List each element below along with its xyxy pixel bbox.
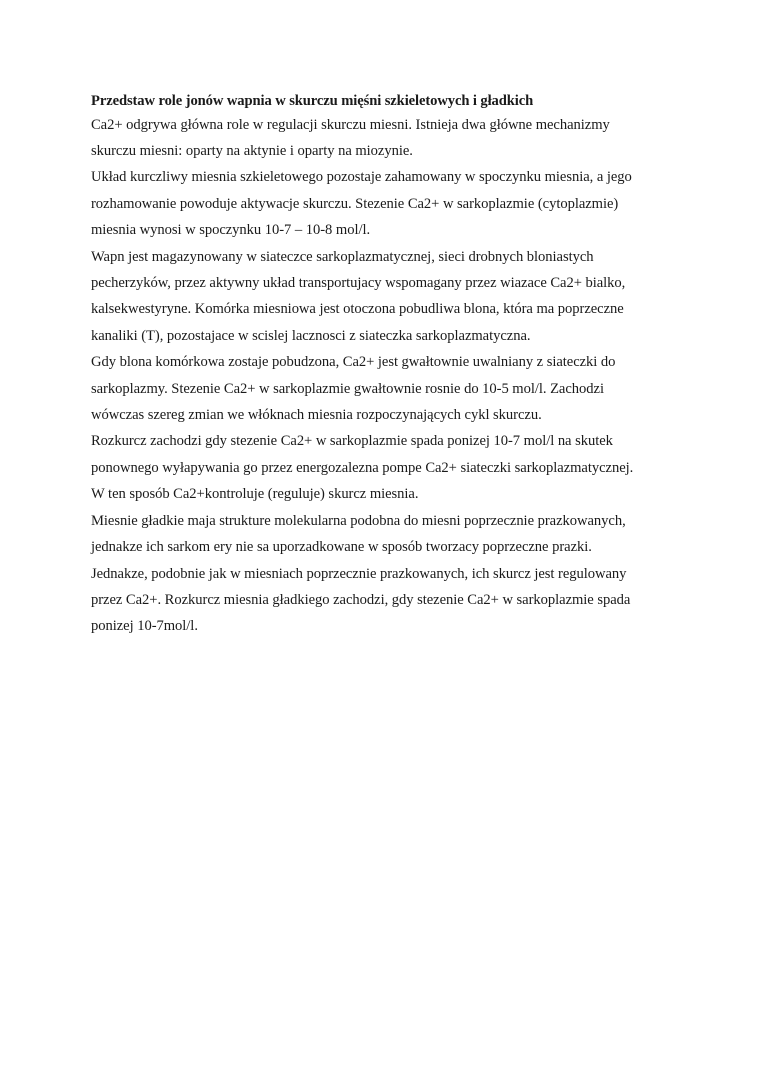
text-line: ponizej 10-7mol/l.: [91, 618, 198, 635]
text-line: Jednakze, podobnie jak w miesniach poprzecznie prazkowanych, ich skurcz jest regulowany: [91, 565, 627, 582]
text-line: Miesnie gładkie maja strukture molekularna podobna do miesni poprzecznie prazkowanych,: [91, 512, 626, 529]
text-line: jednakze ich sarkom ery nie sa uporzadkowane w sposób tworzacy poprzeczne prazki.: [91, 539, 592, 556]
text-line: kanaliki (T), pozostajace w scislej lacznosci z siateczka sarkoplazmatyczna.: [91, 327, 531, 344]
text-line: pecherzyków, przez aktywny układ transportujacy wspomagany przez wiazace Ca2+ bialko,: [91, 275, 626, 292]
text-line: sarkoplazmy. Stezenie Ca2+ w sarkoplazmie gwałtownie rosnie do 10-5 mol/l. Zachodzi: [91, 380, 604, 397]
text-line: Ca2+ odgrywa główna role w regulacji skurczu miesni. Istnieja dwa główne mechanizmy: [91, 117, 610, 133]
text-line: wówczas szereg zmian we włóknach miesnia rozpoczynających cykl skurczu.: [91, 407, 542, 424]
text-line: Gdy blona komórkowa zostaje pobudzona, Ca2+ jest gwałtownie uwalniany z siateczki do: [91, 354, 616, 371]
text-line: Rozkurcz zachodzi gdy stezenie Ca2+ w sarkoplazmie spada ponizej 10-7 mol/l na skutek: [91, 433, 613, 450]
document-page: [91, 91, 691, 640]
text-line: kalsekwestyryne. Komórka miesniowa jest otoczona pobudliwa blona, która ma poprzeczne: [91, 301, 624, 318]
document-title: Przedstaw role jonów wapnia w skurczu mięśni szkieletowych i gładkich: [91, 93, 534, 109]
text-line: Układ kurczliwy miesnia szkieletowego pozostaje zahamowany w spoczynku miesnia, a jego: [91, 169, 632, 186]
text-line: rozhamowanie powoduje aktywacje skurczu. Stezenie Ca2+ w sarkoplazmie (cytoplazmie): [91, 195, 619, 212]
document-body: [91, 112, 691, 640]
text-line: miesnia wynosi w spoczynku 10-7 – 10-8 mol/l.: [91, 222, 371, 239]
text-line: skurczu miesni: oparty na aktynie i oparty na miozynie.: [91, 143, 413, 159]
text-line: przez Ca2+. Rozkurcz miesnia gładkiego zachodzi, gdy stezenie Ca2+ w sarkoplazmie spada: [91, 591, 631, 608]
text-line: Wapn jest magazynowany w siateczce sarkoplazmatycznej, sieci drobnych bloniastych: [91, 248, 594, 265]
text-line: ponownego wyłapywania go przez energozalezna pompe Ca2+ siateczki sarkoplazmatycznej.: [91, 459, 634, 476]
text-line: W ten sposób Ca2+kontroluje (reguluje) skurcz miesnia.: [91, 486, 419, 503]
